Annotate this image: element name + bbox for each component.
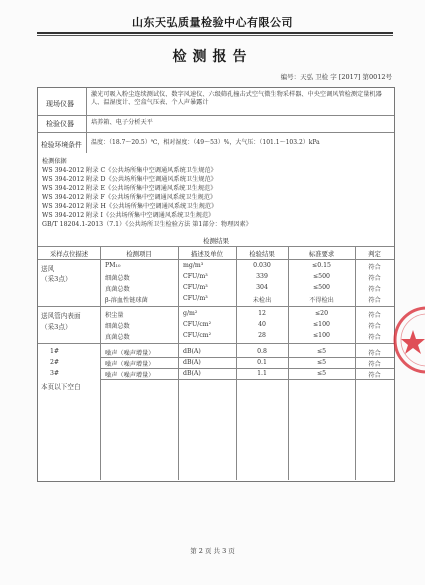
instrument-label: 现场仪器	[46, 100, 74, 108]
unit-cell: dB(A)	[183, 359, 201, 366]
judgement-cell: 符合	[368, 297, 381, 304]
judgement-cell: 符合	[368, 275, 381, 282]
judgement-cell: 符合	[368, 323, 381, 330]
header-rule-thin	[37, 35, 393, 36]
basis-line: WS 394-2012 附录 E《公共场所集中空调通风系统卫生规范》	[42, 185, 217, 192]
header-standard: 标准要求	[308, 250, 335, 258]
header-rule	[38, 259, 394, 260]
group-location: 送风管内表面	[41, 312, 81, 320]
group-rule	[38, 306, 394, 307]
info-divider	[86, 88, 87, 154]
unit-cell: mg/m³	[183, 262, 204, 269]
judgement-cell: 符合	[368, 334, 381, 341]
environment-value: 温度：（18.7～20.5）℃，相对湿度：（49～53）%，大气压：（101.1～103.2）kPa	[91, 139, 320, 146]
info-row-separator	[38, 132, 394, 133]
report-number: 编号：天弘 卫检 字 [2017] 第0012号	[280, 73, 392, 81]
environment-label: 检验环境条件	[41, 141, 82, 149]
judgement-cell: 符合	[368, 372, 381, 379]
row-rule	[100, 368, 394, 369]
item-cell: 噪声（噪声增量）	[105, 350, 155, 357]
basis-line: WS 394-2012 附录 H《公共场所集中空调通风系统卫生规范》	[42, 203, 218, 210]
equipment-label: 检验仪器	[46, 120, 74, 128]
standard-cell: ≤0.15	[312, 262, 331, 269]
group-location: 送风	[41, 265, 55, 273]
result-cell: 0.1	[257, 359, 267, 366]
basis-line: WS 394-2012 附录 C《公共场所集中空调通风系统卫生规范》	[42, 167, 217, 174]
result-cell: 1.1	[257, 370, 267, 377]
unit-cell: CFU/m³	[183, 284, 208, 291]
unit-cell: dB(A)	[183, 348, 201, 355]
column-rule	[100, 246, 101, 480]
result-cell: 0.030	[253, 262, 271, 269]
group-location: （采3点）	[41, 275, 72, 283]
unit-cell: CFU/cm²	[183, 321, 212, 328]
result-cell: 12	[258, 310, 266, 317]
header-location: 采样点位描述	[49, 250, 89, 258]
item-cell: 噪声（噪声增量）	[105, 361, 155, 368]
column-rule	[178, 246, 179, 480]
basis-section	[37, 153, 395, 234]
item-cell: β-溶血性链球菌	[105, 297, 148, 304]
page-number: 第 2 页 共 3 页	[190, 547, 235, 555]
basis-line: WS 394-2012 附录 I《公共场所集中空调通风系统卫生规范》	[42, 212, 215, 219]
item-cell: 细菌总数	[105, 275, 130, 282]
header-result: 检验结果	[249, 250, 275, 258]
standard-cell: ≤20	[314, 310, 329, 317]
item-cell: 真菌总数	[105, 334, 130, 341]
unit-cell: dB(A)	[183, 370, 201, 377]
judgement-cell: 符合	[368, 361, 381, 368]
info-table	[37, 87, 395, 155]
info-row-separator	[38, 115, 394, 116]
basis-line: WS 394-2012 附录 F《公共场所集中空调通风系统卫生规范》	[42, 194, 217, 201]
item-cell: PM₁₀	[105, 262, 121, 269]
group-location: 2#	[50, 359, 60, 366]
unit-cell: CFU/m³	[183, 295, 208, 302]
standard-cell: ≤500	[313, 284, 330, 291]
header-item: 检测项目	[126, 250, 152, 258]
result-cell: 40	[258, 321, 266, 328]
red-seal-stamp	[393, 290, 425, 390]
judgement-cell: 符合	[368, 286, 381, 293]
result-cell: 304	[256, 284, 268, 291]
unit-cell: g/m²	[183, 310, 198, 317]
seal-graphic	[393, 290, 425, 390]
instrument-value: 激光可吸入粉尘连续测试仪、数字风速仪、六级筛孔撞击式空气微生物采样器、中央空调风管检测定量机器人、温湿度计、空盒气压表、个人声暴露计	[91, 91, 382, 106]
results-title: 检测结果	[203, 237, 229, 245]
standard-cell: ≤100	[313, 332, 330, 339]
item-cell: 积尘量	[105, 312, 124, 319]
result-cell: 339	[256, 273, 268, 280]
result-cell: 28	[258, 332, 266, 339]
basis-line: GB/T 18204.1-2013（7.1）《公共场所卫生检验方法 第1部分：物理因素》	[42, 221, 252, 228]
report-title: 检测报告	[172, 49, 253, 65]
basis-heading: 检测依据	[42, 158, 67, 165]
judgement-cell: 符合	[368, 264, 381, 271]
group-location: （采3点）	[41, 323, 72, 331]
blank-below-note: 本页以下空白	[41, 383, 81, 391]
standard-cell: ≤5	[316, 370, 327, 377]
header-rule-thick	[37, 32, 393, 34]
item-cell: 真菌总数	[105, 286, 130, 293]
judgement-cell: 符合	[368, 312, 381, 319]
result-cell: 0.8	[257, 348, 267, 355]
group-location: 3#	[50, 370, 60, 377]
standard-cell: ≤500	[313, 273, 330, 280]
item-cell: 细菌总数	[105, 323, 130, 330]
results-title-rule	[38, 246, 394, 247]
company-name: 山东天弘质量检验中心有限公司	[132, 16, 293, 29]
header-unit: 描述及单位	[191, 250, 223, 258]
unit-cell: CFU/cm²	[183, 332, 212, 339]
standard-cell: 不得检出	[309, 297, 334, 304]
group-rule	[38, 343, 394, 344]
result-cell: 未检出	[252, 297, 272, 304]
row-rule	[100, 379, 394, 380]
results-table	[37, 233, 395, 482]
group-location: 1#	[50, 348, 60, 355]
equipment-value: 培养箱、电子分析天平	[91, 119, 153, 126]
header-judgement: 判定	[368, 250, 381, 258]
row-rule	[100, 357, 394, 358]
standard-cell: ≤5	[316, 359, 327, 366]
standard-cell: ≤5	[316, 348, 327, 355]
standard-cell: ≤100	[313, 321, 330, 328]
unit-cell: CFU/m³	[183, 273, 208, 280]
item-cell: 噪声（噪声增量）	[105, 372, 155, 379]
basis-line: WS 394-2012 附录 D《公共场所集中空调通风系统卫生规范》	[42, 176, 217, 183]
judgement-cell: 符合	[368, 350, 381, 357]
